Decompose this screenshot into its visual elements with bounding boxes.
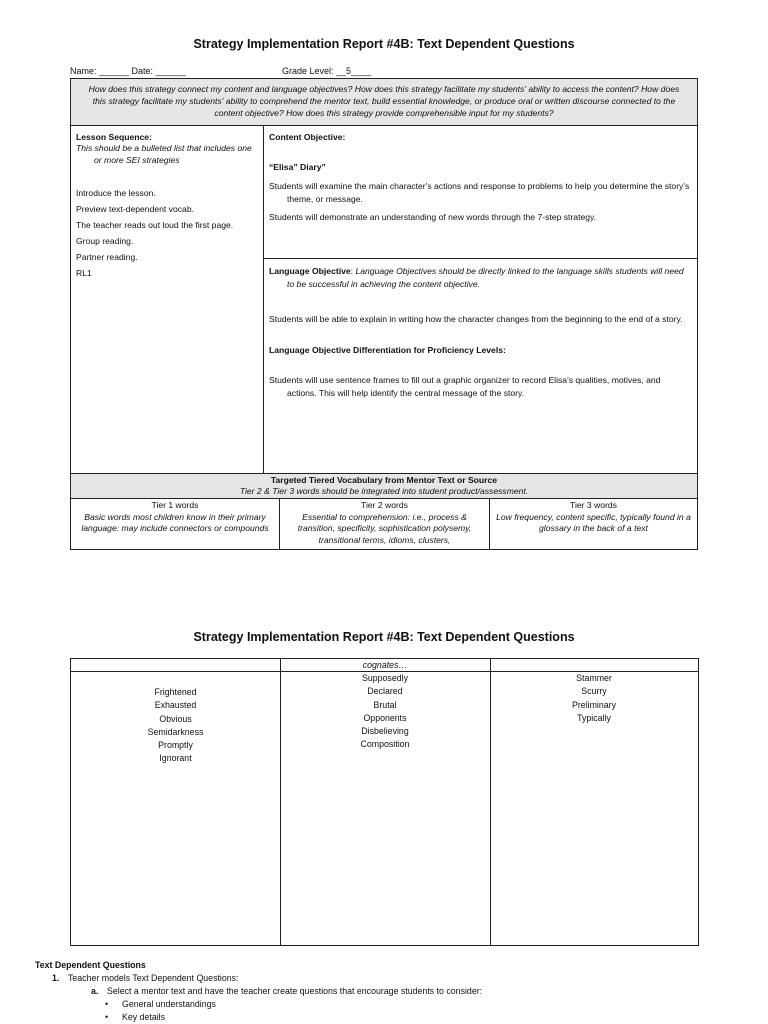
lesson-step: The teacher reads out loud the first page. — [76, 220, 234, 230]
lesson-step: Partner reading. — [76, 252, 138, 262]
word-item: Promptly — [158, 740, 193, 751]
lesson-sequence-cell — [71, 126, 264, 473]
tier-2-word-list — [280, 672, 490, 752]
page-title: Strategy Implementation Report #4B: Text Dependent Questions — [193, 37, 575, 51]
language-objective-note: Language Objectives should be directly linked to the language skills students will need to be successful in achieving the content objective. — [287, 266, 684, 289]
lesson-step: Introduce the lesson. — [76, 188, 156, 198]
vocabulary-words-table — [70, 658, 699, 946]
vocabulary-heading-row — [71, 473, 697, 499]
tdq-bullet — [105, 1011, 165, 1024]
language-objective-cell: Language Objective: Language Objectives should be directly linked to the language skills students will need to be successful in achieving the content objective. Students will be able to explain in writing how the character changes from the beginning to the end of a story. Language Objective Differentiation for Proficiency Levels: Students will use sentence frames to fill out a graphic organizer to record Elisa's qualities, motives, and actions. This will help identify the central message of the story. — [264, 259, 697, 473]
list-letter: a. — [91, 986, 99, 996]
tdq-item-1 — [52, 972, 239, 985]
word-item: Opponents — [363, 712, 407, 723]
word-item: Scurry — [581, 686, 607, 697]
tdq-item-text: Teacher models Text Dependent Questions: — [68, 973, 239, 983]
tier-3-cell — [490, 499, 697, 549]
word-item: Composition — [360, 739, 410, 750]
word-item: Semidarkness — [147, 726, 204, 737]
mentor-text-title: “Elisa” Diary” — [269, 162, 326, 172]
word-item: Obvious — [159, 713, 192, 724]
report-table — [70, 78, 698, 550]
tier-1-word-list — [71, 686, 280, 766]
bullet-icon: • — [105, 1012, 109, 1022]
word-item: Ignorant — [159, 753, 192, 764]
tdq-bullet-text: General understandings — [122, 999, 216, 1009]
differentiation-statement: Students will use sentence frames to fill out a graphic organizer to record Elisa's qualities, motives, and actions. This will help identify the central message of the story. — [269, 375, 661, 398]
grade-level-field[interactable]: Grade Level: __5____ — [282, 66, 372, 76]
word-item: Brutal — [373, 699, 397, 710]
language-objective-label: Language Objective — [269, 266, 351, 276]
differentiation-label: Language Objective Differentiation for Proficiency Levels: — [269, 345, 506, 355]
lesson-sequence-note: This should be a bulleted list that includes one or more SEI strategies — [76, 143, 252, 165]
tier-1-cell — [71, 499, 280, 549]
guiding-questions: How does this strategy connect my content and language objectives? How does this strategy facilitate my students' ability to access the content? How does this strategy facilitate my students' ability to comprehend the mentor text, build essential knowledge, or produce oral or written discourse connected to the content objective? How does this strategy provide comprehensible input for my students? — [71, 79, 697, 126]
tdq-heading: Text Dependent Questions — [35, 960, 146, 970]
tdq-item-text: Select a mentor text and have the teacher create questions that encourage students to consider: — [107, 986, 483, 996]
tier-description: Basic words most children know in their primary language: may include connectors or compounds — [81, 511, 269, 533]
word-item: Exhausted — [154, 700, 197, 711]
lesson-sequence-label: Lesson Sequence: — [76, 132, 152, 142]
vocabulary-heading: Targeted Tiered Vocabulary from Mentor Text or Source — [270, 475, 498, 485]
tier-3-word-list — [490, 672, 698, 725]
tier-description: Low frequency, content specific, typically found in a glossary in the back of a text — [496, 511, 691, 533]
lesson-step: Group reading. — [76, 236, 134, 246]
tdq-bullet — [105, 998, 216, 1011]
tier-2-continued: cognates… — [362, 660, 408, 670]
name-date-field[interactable]: Name: ______ Date: ______ — [70, 66, 186, 76]
page-title-repeat: Strategy Implementation Report #4B: Text Dependent Questions — [193, 630, 575, 644]
vocabulary-subheading: Tier 2 & Tier 3 words should be integrated into student product/assessment. — [239, 486, 529, 496]
content-objective-statement: Students will demonstrate an understanding of new words through the 7-step strategy. — [269, 212, 597, 222]
tier-name: Tier 1 words — [151, 500, 199, 510]
word-item: Declared — [367, 686, 403, 697]
word-item: Preliminary — [572, 699, 616, 710]
lesson-steps — [76, 188, 258, 278]
content-objective-statement: Students will examine the main character's actions and response to problems to help you determine the story's theme, or message. — [269, 181, 690, 204]
word-item: Typically — [577, 712, 611, 723]
lesson-step: Preview text-dependent vocab. — [76, 204, 194, 214]
tier-name: Tier 2 words — [361, 500, 408, 510]
tdq-item-1a — [91, 985, 482, 998]
content-objective-cell — [264, 126, 697, 259]
tier-2-cell — [280, 499, 490, 549]
tdq-bullet-text: Key details — [122, 1012, 166, 1022]
bullet-icon: • — [105, 999, 109, 1009]
word-item: Stammer — [576, 673, 612, 683]
header-fields — [70, 66, 698, 78]
word-item: Supposedly — [362, 673, 408, 683]
language-objective-statement: Students will be able to explain in writing how the character changes from the beginning to the end of a story. — [269, 314, 683, 324]
tier-description: Essential to comprehension: i.e., process & transition, specificity, sophistication polysemy, transitional terms, idioms, clusters, — [297, 511, 472, 545]
tdq-section — [35, 959, 735, 1022]
lesson-step: RL1 — [76, 268, 92, 278]
list-number: 1. — [52, 973, 60, 983]
word-item: Disbelieving — [361, 726, 409, 737]
tier-name: Tier 3 words — [570, 500, 617, 510]
word-item: Frightened — [154, 687, 197, 697]
content-objective-label: Content Objective: — [269, 132, 346, 142]
